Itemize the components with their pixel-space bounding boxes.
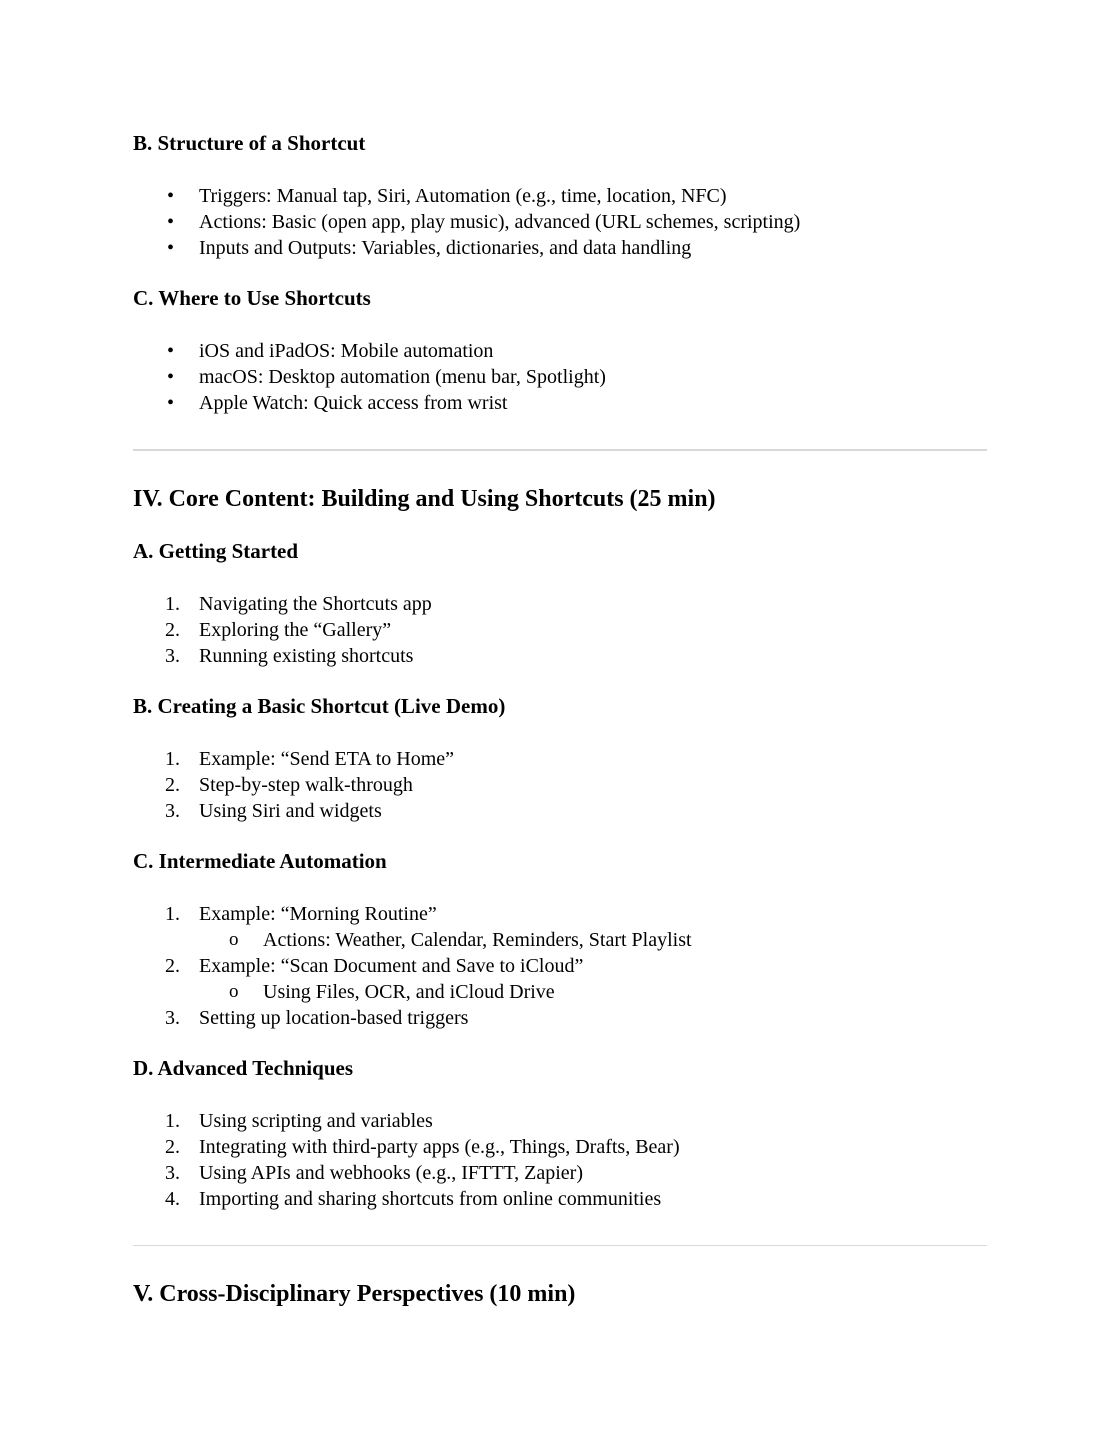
bullet-marker: • [167, 185, 175, 207]
list-item [133, 1186, 987, 1212]
numbered-list-intermediate [133, 901, 987, 1031]
list-item-text: Actions: Basic (open app, play music), advanced (URL schemes, scripting) [199, 211, 801, 233]
list-item [133, 1134, 987, 1160]
bullet-list-where [133, 338, 987, 416]
sub-list-item [133, 979, 987, 1005]
number-marker: 3. [165, 644, 180, 667]
numbered-list-advanced [133, 1108, 987, 1212]
list-item-text: Exploring the “Gallery” [199, 618, 392, 641]
list-item-text: Importing and sharing shortcuts from online communities [199, 1187, 662, 1210]
list-item-text: Using scripting and variables [199, 1109, 433, 1132]
list-item [133, 617, 987, 643]
bullet-marker: • [167, 237, 175, 259]
list-item [133, 1005, 987, 1031]
list-item [133, 338, 987, 364]
number-marker: 4. [165, 1187, 180, 1210]
sub-list-item [133, 927, 987, 953]
list-item-text: Setting up location-based triggers [199, 1006, 469, 1029]
section-heading-getting-started: A. Getting Started [133, 538, 299, 563]
list-item [133, 772, 987, 798]
number-marker: 3. [165, 1006, 180, 1029]
list-item [133, 901, 987, 927]
numbered-list-getting-started [133, 591, 987, 669]
section-heading-basic-shortcut: B. Creating a Basic Shortcut (Live Demo) [133, 693, 506, 718]
bullet-marker: • [167, 366, 175, 388]
list-item-text: Using Files, OCR, and iCloud Drive [263, 980, 555, 1003]
bullet-marker: • [167, 392, 175, 414]
number-marker: 2. [165, 1135, 180, 1158]
section-divider [133, 449, 987, 451]
circle-marker: o [229, 980, 239, 1002]
number-marker: 2. [165, 954, 180, 977]
list-item [133, 364, 987, 390]
list-item-text: iOS and iPadOS: Mobile automation [199, 340, 494, 362]
number-marker: 3. [165, 799, 180, 822]
list-item-text: Example: “Send ETA to Home” [199, 747, 454, 770]
section-heading-structure: B. Structure of a Shortcut [133, 131, 366, 155]
numbered-list-basic-shortcut [133, 746, 987, 824]
number-marker: 2. [165, 618, 180, 641]
list-item-text: Integrating with third-party apps (e.g., Things, Drafts, Bear) [199, 1135, 680, 1158]
section-heading-intermediate: C. Intermediate Automation [133, 848, 387, 873]
list-item-text: Navigating the Shortcuts app [199, 592, 432, 615]
list-item [133, 1160, 987, 1186]
list-item-text: Inputs and Outputs: Variables, dictionaries, and data handling [199, 237, 692, 259]
main-heading-core-content: IV. Core Content: Building and Using Shortcuts (25 min) [133, 485, 716, 512]
number-marker: 1. [165, 902, 180, 925]
list-item [133, 209, 987, 235]
number-marker: 3. [165, 1161, 180, 1184]
list-item-text: macOS: Desktop automation (menu bar, Spotlight) [199, 366, 606, 388]
main-heading-cross-disciplinary: V. Cross-Disciplinary Perspectives (10 min) [133, 1281, 576, 1307]
list-item-text: Actions: Weather, Calendar, Reminders, Start Playlist [263, 928, 692, 951]
list-item-text: Using Siri and widgets [199, 799, 382, 822]
number-marker: 2. [165, 773, 180, 796]
section-heading-where: C. Where to Use Shortcuts [133, 286, 371, 310]
section-divider [133, 1245, 987, 1247]
list-item [133, 1108, 987, 1134]
list-item-text: Example: “Scan Document and Save to iCloud” [199, 954, 584, 977]
bullet-list-structure [133, 183, 987, 261]
bullet-marker: • [167, 211, 175, 233]
list-item [133, 643, 987, 669]
list-item-text: Apple Watch: Quick access from wrist [199, 392, 508, 414]
list-item [133, 798, 987, 824]
list-item-text: Step-by-step walk-through [199, 773, 413, 796]
number-marker: 1. [165, 747, 180, 770]
number-marker: 1. [165, 1109, 180, 1132]
list-item [133, 183, 987, 209]
bullet-marker: • [167, 340, 175, 362]
circle-marker: o [229, 928, 239, 950]
list-item [133, 235, 987, 261]
list-item-text: Using APIs and webhooks (e.g., IFTTT, Zapier) [199, 1161, 584, 1184]
list-item-text: Triggers: Manual tap, Siri, Automation (e.g., time, location, NFC) [199, 185, 727, 207]
list-item [133, 591, 987, 617]
list-item-text: Running existing shortcuts [199, 644, 414, 667]
section-heading-advanced: D. Advanced Techniques [133, 1055, 353, 1080]
list-item [133, 746, 987, 772]
list-item-text: Example: “Morning Routine” [199, 902, 437, 925]
list-item [133, 390, 987, 416]
list-item [133, 953, 987, 979]
number-marker: 1. [165, 592, 180, 615]
